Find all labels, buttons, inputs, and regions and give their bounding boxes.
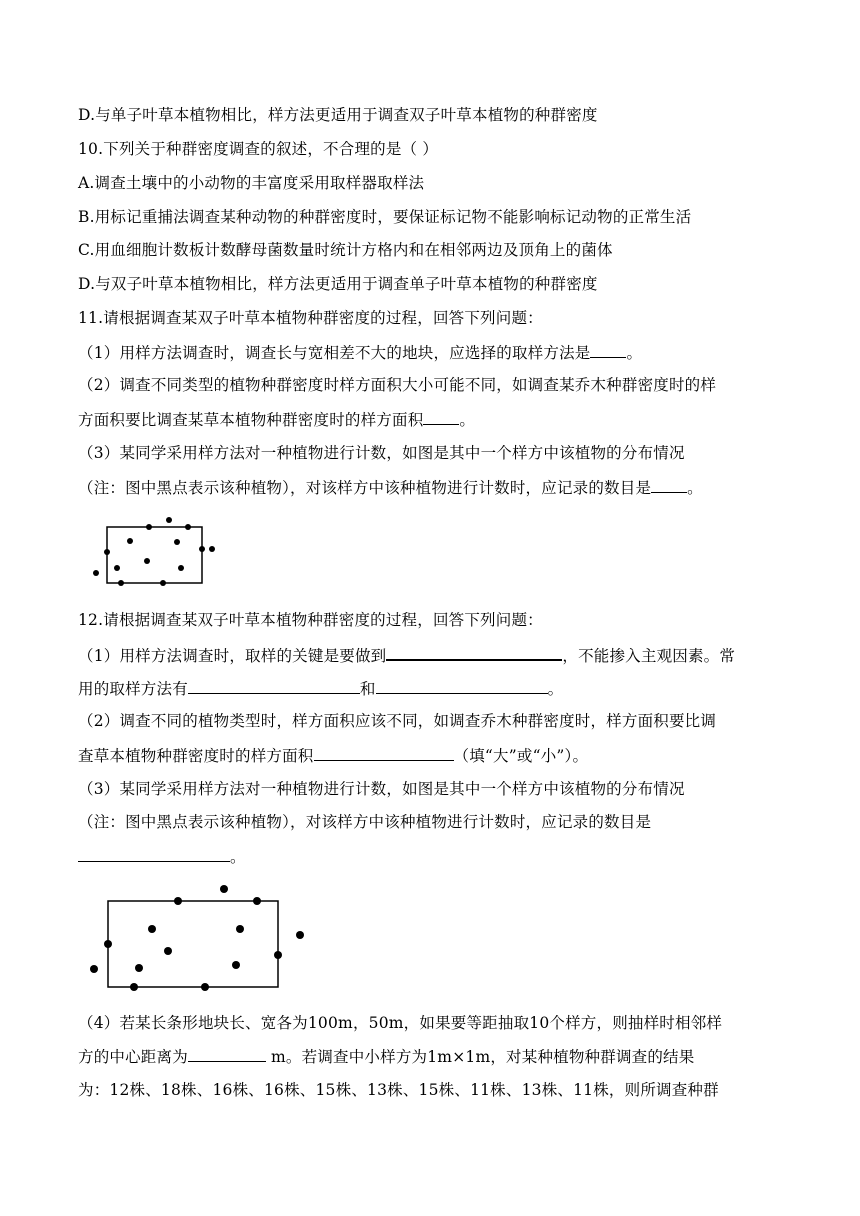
q11-part2-end: 。 <box>459 411 476 429</box>
q12-part3-line1: （3）某同学采用样方法对一种植物进行计数，如图是其中一个样方中该植物的分布情况 <box>78 780 685 798</box>
plant-dot <box>148 925 156 933</box>
q12-part2-line1: （2）调查不同的植物类型时，样方面积应该不同，如调查乔木种群密度时，样方面积要比调 <box>78 712 717 730</box>
plant-dot <box>146 524 152 530</box>
plant-dot <box>135 964 143 972</box>
q12-part1-line1 <box>78 644 735 666</box>
plant-dot <box>164 947 172 955</box>
q10-option-d: D.与双子叶草本植物相比，样方法更适用于调查单子叶草本植物的种群密度 <box>78 275 598 293</box>
q12-part4-end: m。若调查中小样方为1m×1m，对某种植物种群调查的结果 <box>265 1048 695 1066</box>
q12-part1b-text: 用的取样方法有 <box>78 680 188 698</box>
plant-dot <box>274 951 282 959</box>
plant-dot <box>209 546 215 552</box>
answer-blank[interactable] <box>376 678 548 694</box>
quadrat-boundary <box>108 901 278 987</box>
q12-part3-line3 <box>78 846 246 867</box>
plant-dot <box>174 539 180 545</box>
q12-part2-text: 查草本植物种群密度时的样方面积 <box>78 747 314 765</box>
q12-part4-line2 <box>78 1046 694 1067</box>
q12-part4-text: 方的中心距离为 <box>78 1048 188 1066</box>
q9-option-d: D.与单子叶草本植物相比，样方法更适用于调查双子叶草本植物的种群密度 <box>78 106 598 124</box>
answer-blank[interactable] <box>78 846 230 862</box>
plant-dot <box>201 983 209 991</box>
plant-dot <box>185 524 191 530</box>
q11-part3-line1: （3）某同学采用样方法对一种植物进行计数，如图是其中一个样方中该植物的分布情况 <box>78 444 685 462</box>
q10-option-c: C.用血细胞计数板计数酵母菌数量时统计方格内和在相邻两边及顶角上的菌体 <box>78 241 613 259</box>
q11-stem: 11.请根据调查某双子叶草本植物种群密度的过程，回答下列问题： <box>78 309 543 327</box>
plant-dot <box>178 565 184 571</box>
q12-part4-line3: 为：12株、18株、16株、16株、15株、13株、15株、11株、13株、11株，则所调查种群 <box>78 1081 719 1099</box>
q11-part3-text: （注：图中黑点表示该种植物），对该样方中该种植物进行计数时，应记录的数目是 <box>78 479 652 497</box>
q12-part1-text: （1）用样方法调查时，取样的关键是要做到 <box>78 647 387 665</box>
plant-dot <box>220 885 228 893</box>
plant-dot <box>127 538 133 544</box>
plant-dot <box>232 961 240 969</box>
plant-dot <box>253 897 261 905</box>
q12-stem: 12.请根据调查某双子叶草本植物种群密度的过程，回答下列问题： <box>78 611 543 629</box>
answer-blank[interactable] <box>590 342 626 358</box>
answer-blank[interactable] <box>188 678 360 694</box>
q11-part2-text: 方面积要比调查某草本植物种群密度时的样方面积 <box>78 411 424 429</box>
plant-dot <box>104 940 112 948</box>
plant-dot <box>199 546 205 552</box>
q10-option-b: B.用标记重捕法调查某种动物的种群密度时，要保证标记物不能影响标记动物的正常生活 <box>78 208 692 226</box>
plant-dot <box>104 549 110 555</box>
q11-part2-line2 <box>78 409 475 430</box>
plant-dot <box>144 558 150 564</box>
q11-part2-line1: （2）调查不同类型的植物种群密度时样方面积大小可能不同，如调查某乔木种群密度时的样 <box>78 376 717 394</box>
answer-blank[interactable] <box>188 1046 266 1062</box>
q11-part3-end: 。 <box>687 479 703 497</box>
q12-part1b-end: 。 <box>547 680 564 698</box>
q10-stem: 10.下列关于种群密度调查的叙述，不合理的是（ ） <box>78 140 439 158</box>
plant-dot <box>130 983 138 991</box>
q11-part1-text: （1）用样方法调查时，调查长与宽相差不大的地块，应选择的取样方法是 <box>78 344 591 362</box>
plant-dot <box>93 570 99 576</box>
answer-blank[interactable] <box>314 745 454 761</box>
q12-quadrat-figure <box>82 880 312 996</box>
q11-part3-line2 <box>78 477 703 498</box>
q11-quadrat-figure <box>85 510 225 592</box>
q12-part4-line1: （4）若某长条形地块长、宽各为100m，50m，如果要等距抽取10个样方，则抽样时相邻样 <box>78 1014 723 1032</box>
answer-blank[interactable] <box>423 409 459 425</box>
answer-blank[interactable] <box>386 644 562 661</box>
quadrat-boundary <box>107 527 202 583</box>
q11-part1-end: 。 <box>626 344 643 362</box>
q12-part2-end: （填“大”或“小”）。 <box>453 747 589 765</box>
answer-blank[interactable] <box>651 477 687 493</box>
q12-part1-end: ，不能掺入主观因素。常 <box>562 647 736 665</box>
plant-dot <box>166 517 172 523</box>
q11-part1 <box>78 342 642 363</box>
plant-dot <box>160 580 166 586</box>
q12-part1-line2 <box>78 678 563 699</box>
plant-dot <box>236 925 244 933</box>
plant-dot <box>174 897 182 905</box>
plant-dot <box>90 965 98 973</box>
plant-dot <box>296 931 304 939</box>
plant-dot <box>118 580 124 586</box>
q12-part3-line2: （注：图中黑点表示该种植物），对该样方中该种植物进行计数时，应记录的数目是 <box>78 813 652 831</box>
q12-part1b-mid: 和 <box>359 680 376 698</box>
q10-option-a: A.调查土壤中的小动物的丰富度采用取样器取样法 <box>78 174 425 192</box>
q12-part2-line2 <box>78 745 588 766</box>
plant-dot <box>114 565 120 571</box>
q12-part3-end: 。 <box>230 848 246 866</box>
